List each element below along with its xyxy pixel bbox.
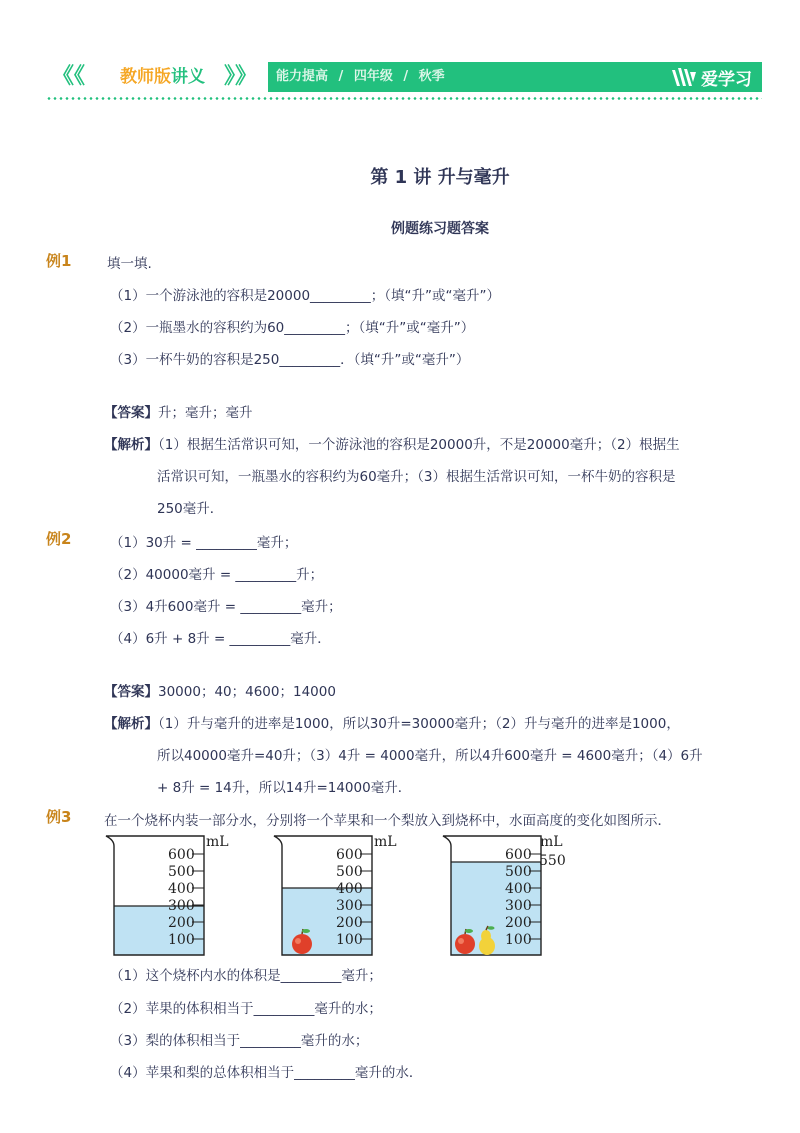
ex1-analysis-text-1: （1）根据生活常识可知，一个游泳池的容积是20000升，不是20000毫升；（2）根据生 xyxy=(158,437,680,453)
beaker-3-tick-600: 600 xyxy=(505,847,532,863)
ex1-item-1: （1）一个游泳池的容积是20000_________；（填“升”或“毫升”） xyxy=(110,288,501,304)
ex3-item-3: （3）梨的体积相当于_________毫升的水； xyxy=(110,1033,369,1049)
ex2-analysis-text-1: （1）升与毫升的进率是1000，所以30升=30000毫升；（2）升与毫升的进率是1000， xyxy=(158,716,680,732)
crumb-3: 秋季 xyxy=(418,69,445,84)
beaker-2-tick-200: 200 xyxy=(336,915,363,931)
ex1-item-2: （2）一瓶墨水的容积约为60_________；（填“升”或“毫升”） xyxy=(110,320,475,336)
ex3-intro: 在一个烧杯内装一部分水，分别将一个苹果和一个梨放入到烧杯中，水面高度的变化如图所示． xyxy=(104,813,671,829)
left-chevrons-icon: 《《 xyxy=(52,64,86,89)
beaker-2-tick-300: 300 xyxy=(336,898,363,914)
ex1-analysis-line-2: 活常识可知，一瓶墨水的容积约为60毫升；（3）根据生活常识可知，一杯牛奶的容积是 xyxy=(157,469,676,485)
ex2-answer-tag: 【答案】 xyxy=(104,684,158,700)
ex2-label: 例2 xyxy=(46,530,72,548)
beaker-2-tick-600: 600 xyxy=(336,847,363,863)
logo-mark-icon xyxy=(671,66,697,88)
ex2-item-4: （4）6升 + 8升 = _________毫升． xyxy=(110,631,331,647)
logo-text: 爱学习 xyxy=(701,69,752,90)
ex2-analysis-line-3: + 8升 = 14升，所以14升=14000毫升． xyxy=(157,780,412,796)
beaker-1-tick-300: 300 xyxy=(168,898,195,914)
beaker-3-tick-300: 300 xyxy=(505,898,532,914)
beaker-1-unit: mL xyxy=(206,834,229,850)
beaker-3-tick-400: 400 xyxy=(505,881,532,897)
beaker-1-tick-400: 400 xyxy=(168,881,195,897)
ex2-item-2: （2）40000毫升 = _________升； xyxy=(110,567,324,583)
ex3-item-4: （4）苹果和梨的总体积相当于_________毫升的水． xyxy=(110,1065,423,1081)
beaker-3-tick-500: 500 xyxy=(505,864,532,880)
ex3-item-1: （1）这个烧杯内水的体积是_________毫升； xyxy=(110,968,382,984)
page-title: 第 1 讲 升与毫升 xyxy=(370,167,510,188)
ex1-label: 例1 xyxy=(46,252,72,270)
beaker-3-unit: mL xyxy=(540,834,563,850)
ex3-item-2: （2）苹果的体积相当于_________毫升的水； xyxy=(110,1001,382,1017)
beaker-3 xyxy=(441,832,571,960)
ex2-item-1: （1）30升 = _________毫升； xyxy=(110,535,298,551)
ex2-analysis-line-1 xyxy=(104,712,680,732)
banner-title-part1: 教师版 xyxy=(120,67,171,87)
ex1-analysis-tag: 【解析】 xyxy=(104,437,158,453)
ex1-analysis-line-1 xyxy=(104,433,680,453)
logo xyxy=(671,64,752,90)
ex2-answer xyxy=(104,680,336,700)
beaker-3-tick-100: 100 xyxy=(505,932,532,948)
ex2-analysis-line-2: 所以40000毫升=40升；（3）4升 = 4000毫升，所以4升600毫升 = 4600毫升；（4）6升 xyxy=(157,748,703,764)
beaker-3-tick-200: 200 xyxy=(505,915,532,931)
beaker-1-tick-200: 200 xyxy=(168,915,195,931)
header-banner xyxy=(46,62,762,92)
beaker-2-unit: mL xyxy=(374,834,397,850)
crumb-sep-1: / xyxy=(338,69,344,84)
header-dotted-divider xyxy=(46,97,762,100)
beaker-1-tick-600: 600 xyxy=(168,847,195,863)
ex1-intro: 填一填. xyxy=(107,256,152,272)
banner-title xyxy=(120,65,205,89)
crumb-1: 能力提高 xyxy=(276,69,329,84)
beaker-1-tick-500: 500 xyxy=(168,864,195,880)
section-title: 例题练习题答案 xyxy=(391,221,489,237)
beaker-2-tick-400: 400 xyxy=(336,881,363,897)
beaker-2 xyxy=(272,832,402,960)
crumb-2: 四年级 xyxy=(353,69,393,84)
beaker-1-tick-100: 100 xyxy=(168,932,195,948)
ex1-answer-tag: 【答案】 xyxy=(104,405,158,421)
crumb-sep-2: / xyxy=(403,69,409,84)
banner-title-area xyxy=(46,62,268,92)
banner-title-part2: 讲义 xyxy=(171,67,205,87)
beaker-2-tick-100: 100 xyxy=(336,932,363,948)
ex3-label: 例3 xyxy=(46,808,72,826)
ex1-answer xyxy=(104,401,253,421)
ex2-answer-text: 30000；40；4600；14000 xyxy=(158,684,336,700)
ex2-analysis-tag: 【解析】 xyxy=(104,716,158,732)
beaker-1 xyxy=(104,832,234,960)
breadcrumb xyxy=(276,68,451,86)
beaker-3-reading-550: 550 xyxy=(539,853,566,869)
ex2-item-3: （3）4升600毫升 = _________毫升； xyxy=(110,599,342,615)
ex1-item-3: （3）一杯牛奶的容积是250_________．（填“升”或“毫升”） xyxy=(110,352,470,368)
beaker-2-tick-500: 500 xyxy=(336,864,363,880)
ex1-analysis-line-3: 250毫升． xyxy=(157,501,224,517)
right-chevrons-icon: 》》 xyxy=(224,64,258,89)
ex1-answer-text: 升；毫升；毫升 xyxy=(158,405,253,421)
